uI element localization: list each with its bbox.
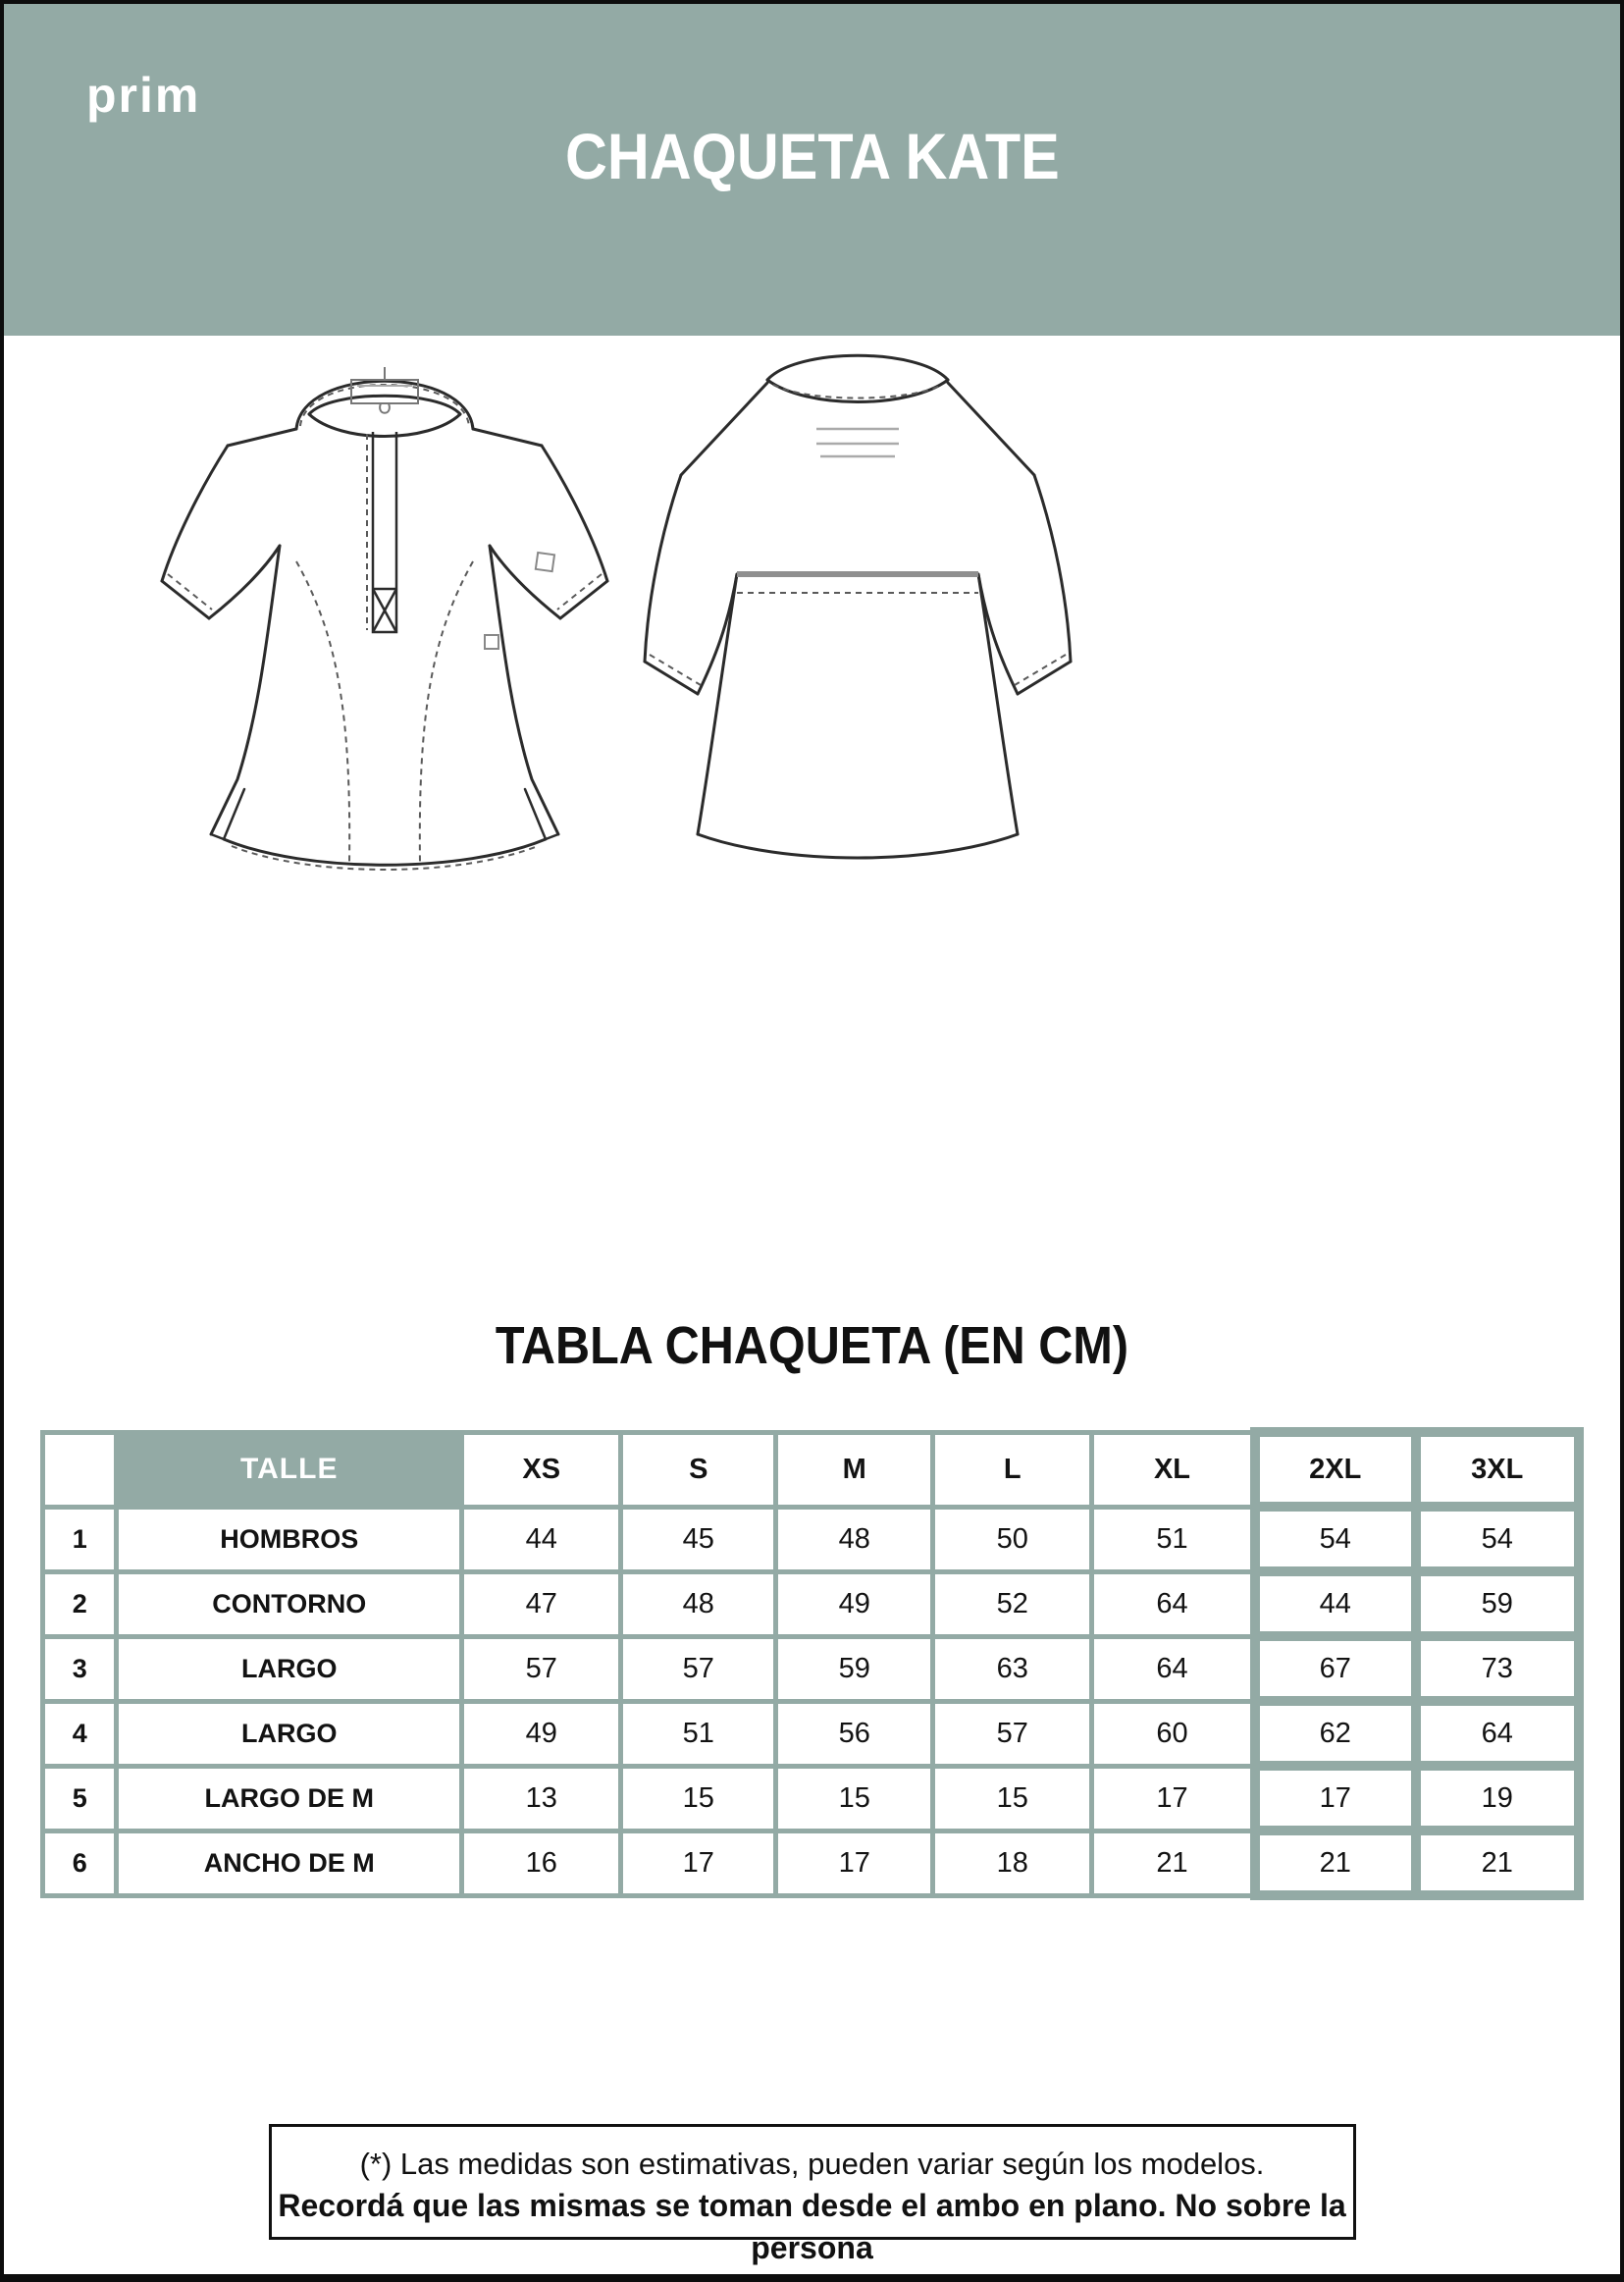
cell: 49 [776, 1571, 933, 1636]
table-header-row [43, 1432, 1579, 1507]
garment-drawings [4, 336, 1620, 890]
row-number: 2 [43, 1571, 117, 1636]
row-number: 3 [43, 1636, 117, 1701]
cell: 67 [1255, 1636, 1416, 1701]
cell: 64 [1416, 1701, 1579, 1766]
table-row [43, 1636, 1579, 1701]
row-number: 6 [43, 1831, 117, 1895]
column-header-xs: XS [462, 1432, 621, 1507]
cell: 19 [1416, 1766, 1579, 1831]
cell: 63 [933, 1636, 1092, 1701]
row-number: 5 [43, 1766, 117, 1831]
column-header-m: M [776, 1432, 933, 1507]
row-number: 4 [43, 1701, 117, 1766]
cell: 48 [621, 1571, 776, 1636]
back-label-stitches [816, 429, 899, 456]
page-title [4, 4, 1620, 192]
cell: 52 [933, 1571, 1092, 1636]
table-row [43, 1766, 1579, 1831]
row-number: 1 [43, 1507, 117, 1571]
jacket-back-drawing [642, 336, 1078, 890]
front-outline [162, 381, 607, 865]
cell: 59 [1416, 1571, 1579, 1636]
cell: 21 [1416, 1831, 1579, 1895]
cell: 17 [621, 1831, 776, 1895]
cell: 62 [1255, 1701, 1416, 1766]
column-header-talle: TALLE [117, 1432, 462, 1507]
cell: 51 [1092, 1507, 1255, 1571]
row-label: HOMBROS [117, 1507, 462, 1571]
table-row [43, 1571, 1579, 1636]
cell: 73 [1416, 1636, 1579, 1701]
back-outline [645, 355, 1071, 858]
cell: 57 [933, 1701, 1092, 1766]
column-header-l: L [933, 1432, 1092, 1507]
cell: 44 [462, 1507, 621, 1571]
cell: 64 [1092, 1636, 1255, 1701]
front-collar-label [351, 367, 418, 413]
column-header-3xl: 3XL [1416, 1432, 1579, 1507]
front-stitching [168, 385, 602, 870]
row-label: LARGO DE M [117, 1766, 462, 1831]
cell: 18 [933, 1831, 1092, 1895]
size-table [40, 1427, 1584, 1900]
corner-cell [43, 1432, 117, 1507]
column-header-2xl: 2XL [1255, 1432, 1416, 1507]
cell: 16 [462, 1831, 621, 1895]
cell: 15 [621, 1766, 776, 1831]
cell: 50 [933, 1507, 1092, 1571]
table-title-text: TABLA CHAQUETA (EN CM) [495, 1316, 1129, 1375]
cell: 21 [1255, 1831, 1416, 1895]
cell: 64 [1092, 1571, 1255, 1636]
cell: 57 [462, 1636, 621, 1701]
row-label: CONTORNO [117, 1571, 462, 1636]
table-row [43, 1831, 1579, 1895]
cell: 47 [462, 1571, 621, 1636]
table-row [43, 1507, 1579, 1571]
row-label: LARGO [117, 1701, 462, 1766]
footnote-line2: Recordá que las mismas se toman desde el ambo en plano. No sobre la persona [278, 2187, 1346, 2266]
table-row [43, 1701, 1579, 1766]
cell: 56 [776, 1701, 933, 1766]
row-label: ANCHO DE M [117, 1831, 462, 1895]
cell: 48 [776, 1507, 933, 1571]
cell: 13 [462, 1766, 621, 1831]
cell: 44 [1255, 1571, 1416, 1636]
cell: 57 [621, 1636, 776, 1701]
cell: 54 [1416, 1507, 1579, 1571]
column-header-xl: XL [1092, 1432, 1255, 1507]
cell: 17 [1092, 1766, 1255, 1831]
page-header [4, 4, 1620, 336]
front-snap-details [485, 553, 554, 649]
row-label: LARGO [117, 1636, 462, 1701]
footnote-line1: (*) Las medidas son estimativas, pueden variar según los modelos. [359, 2147, 1265, 2181]
cell: 17 [776, 1831, 933, 1895]
cell: 49 [462, 1701, 621, 1766]
front-placket [373, 432, 396, 632]
cell: 17 [1255, 1766, 1416, 1831]
cell: 45 [621, 1507, 776, 1571]
cell: 59 [776, 1636, 933, 1701]
page-title-text: CHAQUETA KATE [564, 120, 1060, 192]
cell: 60 [1092, 1701, 1255, 1766]
cell: 15 [776, 1766, 933, 1831]
cell: 54 [1255, 1507, 1416, 1571]
footnote-box [269, 2124, 1356, 2266]
jacket-front-drawing [149, 336, 620, 890]
cell: 21 [1092, 1831, 1255, 1895]
brand-logo: prim [86, 68, 201, 123]
cell: 15 [933, 1766, 1092, 1831]
table-title [4, 1316, 1620, 1375]
cell: 51 [621, 1701, 776, 1766]
column-header-s: S [621, 1432, 776, 1507]
